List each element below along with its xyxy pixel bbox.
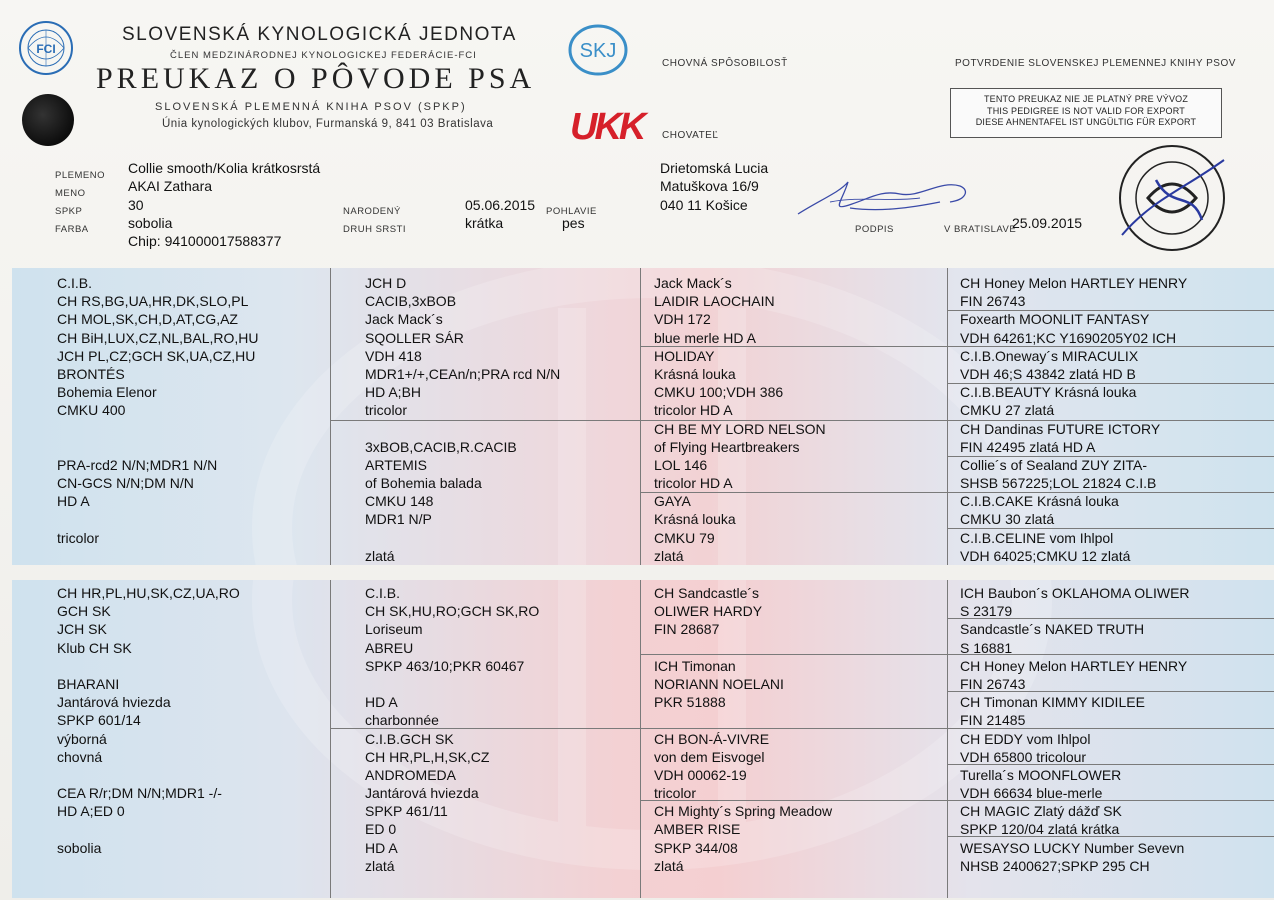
pedigree-cell: Krásná louka: [654, 365, 736, 382]
pedigree-bottom-panel: [12, 580, 1274, 898]
pedigree-cell: CH RS,BG,UA,HR,DK,SLO,PL: [57, 293, 249, 310]
pedigree-cell: CH SK,HU,RO;GCH SK,RO: [365, 603, 540, 620]
pedigree-cell: ARTEMIS: [365, 456, 427, 473]
pedigree-cell: CMKU 27 zlatá: [960, 402, 1055, 419]
pedigree-cell: [57, 510, 258, 528]
pedigree-cell: CMKU 79: [654, 529, 715, 546]
pedigree-cell: [365, 420, 560, 438]
pedigree-cell: 3xBOB,CACIB,R.CACIB: [365, 438, 517, 455]
top-col-gg-grandparents: [960, 274, 1187, 565]
pedigree-cell: sobolia: [57, 839, 102, 856]
sex-value: pes: [562, 215, 585, 231]
pedigree-cell: PRA-rcd2 N/N;MDR1 N/N: [57, 456, 218, 473]
bottom-col-gg-grandparents: [960, 584, 1190, 875]
pedigree-cell: SQOLLER SÁR: [365, 329, 464, 346]
org-address: Únia kynologických klubov, Furmanská 9, 841 03 Bratislava: [162, 118, 494, 130]
pedigree-cell: CH MOL,SK,CH,D,AT,CG,AZ: [57, 311, 238, 328]
pedigree-cell: BHARANI: [57, 675, 120, 692]
pedigree-cell: blue merle HD A: [654, 329, 756, 346]
pedigree-cell: SPKP 120/04 zlatá krátka: [960, 821, 1120, 838]
coat-label: DRUH SRSTI: [343, 224, 407, 235]
pedigree-cell: VDH 66634 blue-merle: [960, 785, 1103, 802]
pedigree-cell: zlatá: [654, 547, 684, 564]
color-label: FARBA: [55, 224, 89, 235]
pedigree-cell: HD A;BH: [365, 384, 422, 401]
skj-logo: [568, 24, 628, 76]
pedigree-cell: ICH Baubon´s OKLAHOMA OLIWER: [960, 585, 1190, 601]
top-col-parent: [57, 274, 258, 547]
org-member: ČLEN MEDZINÁRODNEJ KYNOLOGICKEJ FEDERÁCIE-FCI: [170, 50, 477, 61]
pedigree-cell: ICH Timonan: [654, 657, 736, 674]
pedigree-cell: CMKU 148: [365, 493, 434, 510]
pedigree-cell: CH Mighty´s Spring Meadow: [654, 803, 833, 820]
notice-de: DIESE AHNENTAFEL IST UNGÜLTIG FÜR EXPORT: [975, 117, 1197, 127]
pedigree-cell: C.I.B.: [57, 275, 93, 291]
pedigree-cell: CH BE MY LORD NELSON: [654, 420, 826, 437]
pedigree-top-panel: [12, 268, 1274, 565]
pedigree-cell: SPKP 601/14: [57, 712, 141, 729]
pedigree-cell: SHSB 567225;LOL 21824 C.I.B: [960, 475, 1157, 492]
top-col-grandparents: [365, 274, 560, 565]
pedigree-cell: of Flying Heartbreakers: [654, 438, 800, 455]
spkp-value: 30: [128, 197, 144, 213]
pedigree-cell: FIN 42495 zlatá HD A: [960, 438, 1096, 455]
bottom-col-great-grandparents: [654, 584, 832, 875]
pedigree-cell: výborná: [57, 730, 107, 747]
pedigree-cell: FIN 26743: [960, 675, 1026, 692]
breed-label: PLEMENO: [55, 170, 105, 181]
black-seal: [22, 94, 74, 146]
pedigree-cell: charbonnée: [365, 712, 439, 729]
pedigree-cell: SPKP 461/11: [365, 803, 448, 820]
pedigree-cell: [654, 639, 832, 657]
pedigree-cell: CH HR,PL,H,SK,CZ: [365, 748, 490, 765]
pedigree-cell: OLIWER HARDY: [654, 603, 763, 620]
pedigree-cell: tricolor: [57, 529, 100, 546]
bottom-col-parent: [57, 584, 240, 857]
pedigree-cell: CMKU 30 zlatá: [960, 511, 1055, 528]
signature-scribble: [790, 172, 990, 224]
confirmation-label: POTVRDENIE SLOVENSKEJ PLEMENNEJ KNIHY PSOV: [955, 58, 1236, 69]
pedigree-cell: MDR1+/+,CEAn/n;PRA rcd N/N: [365, 365, 561, 382]
name-value: AKAI Zathara: [128, 178, 213, 194]
pedigree-cell: GCH SK: [57, 603, 111, 620]
pedigree-cell: Bohemia Elenor: [57, 384, 157, 401]
breeder-name: Drietomská Lucia: [660, 160, 769, 176]
ukk-logo: UKK: [570, 106, 644, 148]
breeding-ability-label: CHOVNÁ SPÔSOBILOSŤ: [662, 58, 788, 69]
pedigree-cell: [57, 438, 258, 456]
pedigree-cell: Turella´s MOONFLOWER: [960, 766, 1122, 783]
bottom-col-grandparents: [365, 584, 539, 875]
pedigree-cell: PKR 51888: [654, 694, 726, 711]
doc-title: PREUKAZ O PÔVODE PSA: [96, 62, 536, 95]
notice-sk: TENTO PREUKAZ NIE JE PLATNÝ PRE VÝVOZ: [983, 94, 1189, 104]
pedigree-cell: Jantárová hviezda: [365, 785, 479, 802]
pedigree-cell: CH Sandcastle´s: [654, 585, 760, 601]
pedigree-cell: von dem Eisvogel: [654, 748, 765, 765]
pedigree-cell: LOL 146: [654, 456, 708, 473]
pedigree-cell: HD A;ED 0: [57, 803, 125, 820]
pedigree-cell: VDH 65800 tricolour: [960, 748, 1087, 765]
pedigree-cell: CH Dandinas FUTURE ICTORY: [960, 420, 1161, 437]
pedigree-cell: Loriseum: [365, 621, 423, 638]
pedigree-cell: FIN 28687: [654, 621, 720, 638]
pedigree-cell: Jack Mack´s: [654, 275, 732, 291]
chip-value: Chip: 941000017588377: [128, 233, 282, 249]
pedigree-cell: S 16881: [960, 639, 1013, 656]
pedigree-cell: SPKP 463/10;PKR 60467: [365, 657, 525, 674]
pedigree-cell: [57, 820, 240, 838]
pedigree-cell: ANDROMEDA: [365, 766, 457, 783]
pedigree-cell: [365, 529, 560, 547]
pedigree-cell: Collie´s of Sealand ZUY ZITA-: [960, 456, 1147, 473]
issue-date: 25.09.2015: [1012, 215, 1083, 231]
pedigree-cell: CMKU 100;VDH 386: [654, 384, 784, 401]
pedigree-cell: [654, 711, 832, 729]
born-label: NARODENÝ: [343, 206, 401, 217]
pedigree-cell: [57, 657, 240, 675]
pedigree-cell: C.I.B.CAKE Krásná louka: [960, 493, 1119, 510]
pedigree-cell: [57, 420, 258, 438]
signature-label: PODPIS: [855, 224, 894, 235]
top-col-great-grandparents: [654, 274, 826, 565]
pedigree-cell: Krásná louka: [654, 511, 736, 528]
pedigree-cell: FIN 21485: [960, 712, 1026, 729]
pedigree-cell: NHSB 2400627;SPKP 295 CH: [960, 857, 1150, 874]
pedigree-cell: tricolor: [654, 785, 697, 802]
coat-value: krátka: [465, 215, 504, 231]
pedigree-cell: Foxearth MOONLIT FANTASY: [960, 311, 1150, 328]
pedigree-cell: NORIANN NOELANI: [654, 675, 784, 692]
pedigree-cell: AMBER RISE: [654, 821, 741, 838]
notice-en: THIS PEDIGREE IS NOT VALID FOR EXPORT: [987, 105, 1185, 116]
sex-label: POHLAVIE: [546, 206, 597, 217]
pedigree-cell: SPKP 344/08: [654, 839, 738, 856]
pedigree-cell: VDH 418: [365, 347, 422, 364]
pedigree-cell: JCH D: [365, 275, 407, 291]
svg-text:SKJ: SKJ: [579, 40, 617, 62]
pedigree-cell: Sandcastle´s NAKED TRUTH: [960, 621, 1145, 638]
pedigree-cell: HD A: [365, 839, 398, 856]
breeder-label: CHOVATEĽ: [662, 130, 719, 141]
pedigree-cell: CH HR,PL,HU,SK,CZ,UA,RO: [57, 585, 240, 601]
pedigree-cell: tricolor HD A: [654, 475, 733, 492]
pedigree-cell: CH Timonan KIMMY KIDILEE: [960, 694, 1145, 711]
name-label: MENO: [55, 188, 86, 199]
pedigree-cell: ABREU: [365, 639, 414, 656]
pedigree-cell: CH MAGIC Zlatý dážď SK: [960, 803, 1122, 820]
bratislava-label: V BRATISLAVE: [944, 224, 1017, 235]
breed-value: Collie smooth/Kolia krátkosrstá: [128, 160, 321, 176]
pedigree-cell: CMKU 400: [57, 402, 126, 419]
color-value: sobolia: [128, 215, 173, 231]
pedigree-cell: [57, 766, 240, 784]
fci-logo: [18, 20, 74, 76]
pedigree-cell: HOLIDAY: [654, 347, 715, 364]
pedigree-cell: zlatá: [365, 547, 395, 564]
breeder-city: 040 11 Košice: [660, 197, 748, 213]
pedigree-cell: zlatá: [654, 857, 684, 874]
official-stamp: [1112, 140, 1232, 256]
export-notice: [950, 88, 1222, 138]
pedigree-cell: Jack Mack´s: [365, 311, 443, 328]
pedigree-cell: BRONTÉS: [57, 365, 125, 382]
pedigree-cell: zlatá: [365, 857, 395, 874]
pedigree-cell: Klub CH SK: [57, 639, 132, 656]
pedigree-cell: WESAYSO LUCKY Number Sevevn: [960, 839, 1185, 856]
pedigree-cell: CH EDDY vom Ihlpol: [960, 730, 1091, 747]
pedigree-cell: CH BiH,LUX,CZ,NL,BAL,RO,HU: [57, 329, 259, 346]
pedigree-cell: JCH PL,CZ;GCH SK,UA,CZ,HU: [57, 347, 256, 364]
pedigree-cell: VDH 64261;KC Y1690205Y02 ICH: [960, 329, 1177, 346]
pedigree-cell: CH BON-Á-VIVRE: [654, 730, 770, 747]
pedigree-cell: chovná: [57, 748, 103, 765]
pedigree-cell: JCH SK: [57, 621, 107, 638]
svg-text:FCI: FCI: [36, 42, 56, 56]
org-name: SLOVENSKÁ KYNOLOGICKÁ JEDNOTA: [122, 24, 517, 45]
pedigree-cell: CH Honey Melon HARTLEY HENRY: [960, 275, 1188, 291]
studbook-name: SLOVENSKÁ PLEMENNÁ KNIHA PSOV (SPKP): [155, 101, 467, 113]
pedigree-cell: FIN 26743: [960, 293, 1026, 310]
pedigree-cell: HD A: [57, 493, 90, 510]
pedigree-cell: C.I.B.BEAUTY Krásná louka: [960, 384, 1137, 401]
pedigree-cell: CACIB,3xBOB: [365, 293, 457, 310]
pedigree-cell: VDH 46;S 43842 zlatá HD B: [960, 365, 1136, 382]
pedigree-cell: GAYA: [654, 493, 691, 510]
breeder-street: Matuškova 16/9: [660, 178, 759, 194]
pedigree-cell: CN-GCS N/N;DM N/N: [57, 475, 194, 492]
pedigree-cell: tricolor HD A: [654, 402, 733, 419]
pedigree-cell: [365, 675, 539, 693]
pedigree-cell: HD A: [365, 694, 398, 711]
pedigree-cell: VDH 00062-19: [654, 766, 747, 783]
pedigree-cell: Jantárová hviezda: [57, 694, 171, 711]
pedigree-cell: VDH 64025;CMKU 12 zlatá: [960, 547, 1131, 564]
pedigree-cell: C.I.B.: [365, 585, 401, 601]
pedigree-cell: C.I.B.Oneway´s MIRACULIX: [960, 347, 1139, 364]
pedigree-cell: C.I.B.CELINE vom Ihlpol: [960, 529, 1114, 546]
born-value: 05.06.2015: [465, 197, 536, 213]
pedigree-cell: C.I.B.GCH SK: [365, 730, 454, 747]
pedigree-cell: CEA R/r;DM N/N;MDR1 -/-: [57, 785, 222, 802]
pedigree-cell: VDH 172: [654, 311, 711, 328]
pedigree-cell: LAIDIR LAOCHAIN: [654, 293, 775, 310]
pedigree-cell: of Bohemia balada: [365, 475, 482, 492]
pedigree-cell: ED 0: [365, 821, 397, 838]
pedigree-cell: MDR1 N/P: [365, 511, 432, 528]
spkp-label: SPKP: [55, 206, 83, 217]
pedigree-cell: CH Honey Melon HARTLEY HENRY: [960, 657, 1188, 674]
pedigree-cell: tricolor: [365, 402, 408, 419]
pedigree-cell: S 23179: [960, 603, 1013, 620]
